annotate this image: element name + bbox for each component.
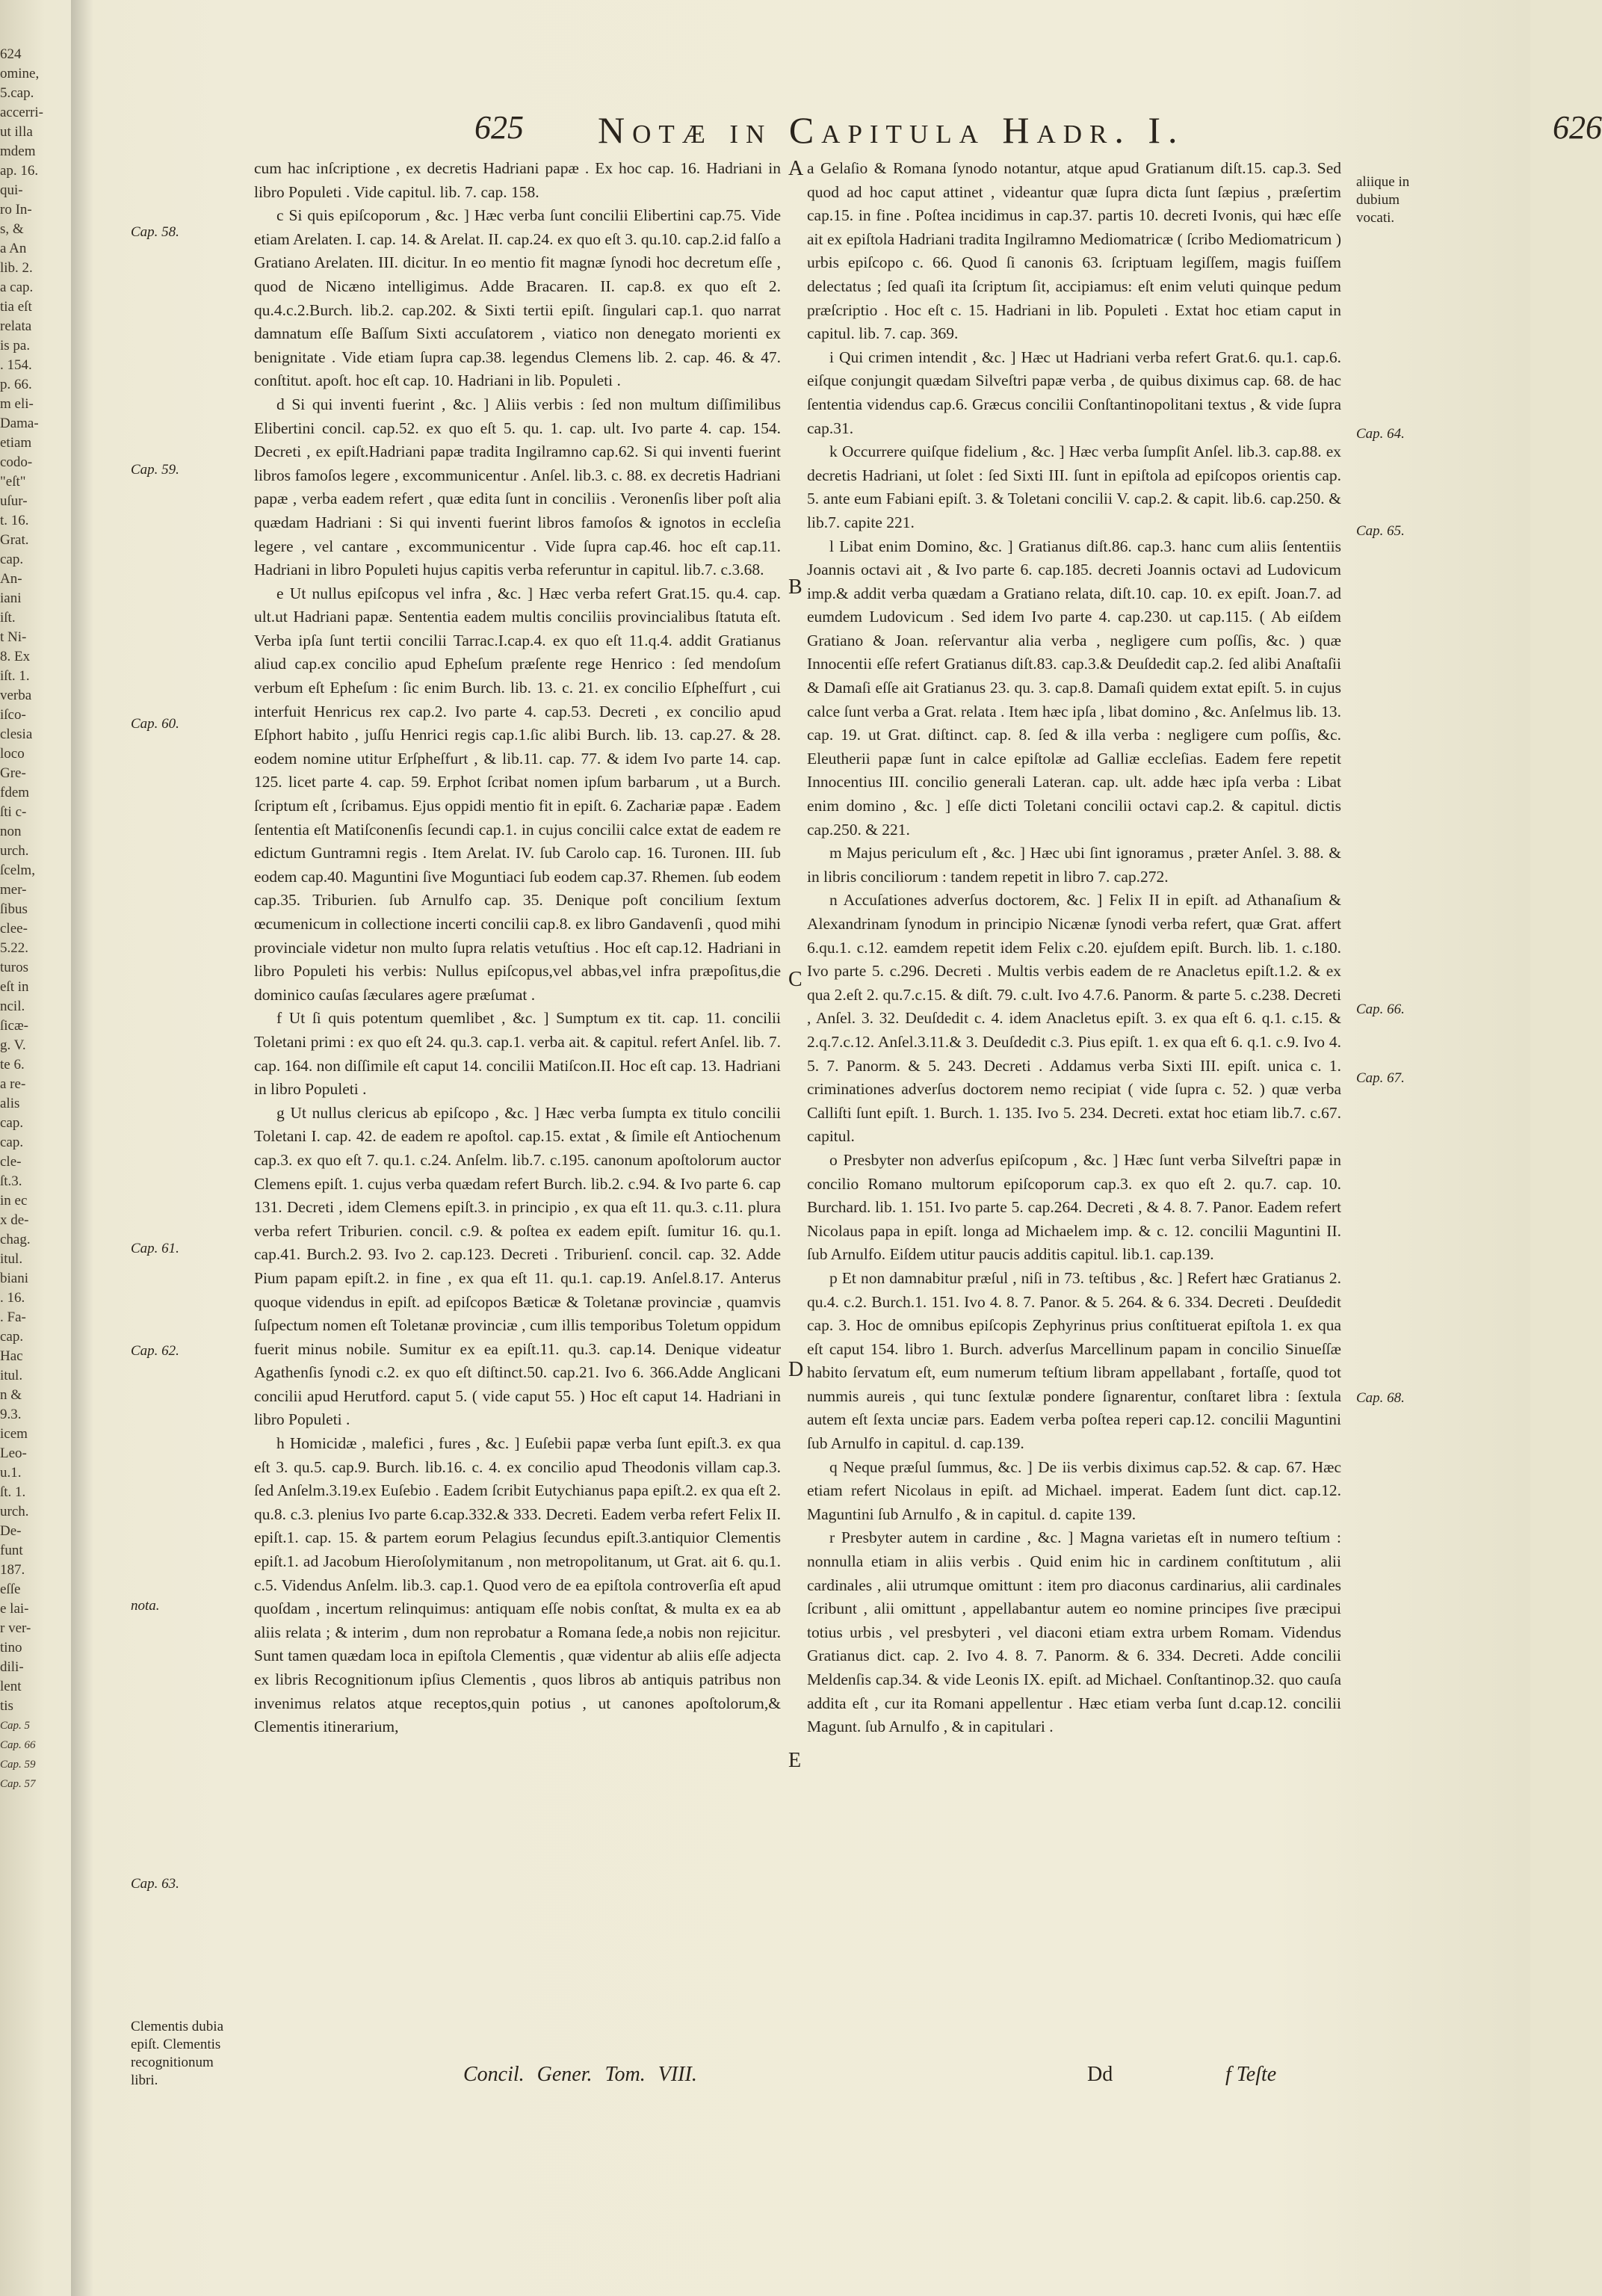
edge-fragment: iſco- [0, 707, 26, 723]
note-paragraph: o Presbyter non adverſus epiſcopum , &c. ] Hæc ſunt verba Silveſtri papæ in concilio Romano multorum epiſcoporum cap.3. ex quo eſt 2. qu.7. cap. 10. Burchard. lib. 1. 151. Ivo parte 5. cap.264. Decreti , & 4. 8. 7. Panor. Eadem refert Nicolaus papa in epiſt. longa ad Michaelem imp. & c. 12. concilii Maguntini II. ſub Arnulfo. Eiſdem utitur paucis additis capitul. lib.1. cap.139. [807, 1150, 1341, 1264]
edge-fragment: urch. [0, 1504, 29, 1519]
edge-fragment: te 6. [0, 1057, 25, 1073]
edge-fragment: ut illa [0, 124, 33, 140]
margin-note: Cap. 59. [131, 462, 179, 478]
note-paragraph: p Et non damnabitur præſul , niſi in 73. teſtibus , &c. ] Refert hæc Gratianus 2. qu.4. c.2. Burch.1. 151. Ivo 4. 8. 7. Panor. & 5. 264. & 6. 334. Decreti . Deuſdedit cap. 3. Hoc de omnibus epiſcopis Zephyrinus prius conſtituerat epiſtola 1. ex qua eſt caput 154. libro 1. Burch. adverſus Marcellinum papam in concilio Sinueſſæ habito ſervatum eſt, eum numerum teſtium libram appellabant , fortaſſe, quod tot nummis aureis , qui tunc ſextulæ pondere ſignarentur, conſtaret libra : ſextula autem eſt ſexta unciæ pars. Eadem verba poſtea reperi cap.12. concilii Maguntini ſub Arnulfo in capitul. d. cap.139. [807, 1268, 1341, 1453]
note-paragraph: m Majus periculum eſt , &c. ] Hæc ubi ſint ignoramus , præter Anſel. 3. 88. & in libris conciliorum : tandem repetit in libro 7. cap.272. [807, 844, 1341, 886]
note-paragraph: l Libat enim Domino, &c. ] Gratianus diſt.86. cap.3. hanc cum aliis ſententiis Joannis octavi ait , & Ivo parte 6. cap.185. decreti Joannis octavi ad Ludovicum imp.& addit verba quædam a Gratiano relata, diſt.10. cap. 10. ex epiſt. Joan.7. ad eumdem Ludovicum . Sed idem Ivo parte 4. cap.230. ut cap.115. ( Ab eiſdem Gratiano & Joan. reſervantur alia verba , negligere cum poſſis, &c. ) quæ Innocentii eſſe refert Gratianus diſt.83. cap.3.& Deuſdedit cap.2. ſed alibi Anaſtaſii & Damaſi eſſe ait Gratianus 23. qu. 3. cap.8. Damaſi quidem extat epiſt. 5. in cujus calce ſunt verba a Grat. relata . Item hæc ipſa , libat domino , &c. Anſelmus lib. 13. cap. 19. ut Grat. diſtinct. cap. 8. ſed & illa verba : negligere cum poſſis, &c. Eleutherii papæ ſunt in calce epiſtolæ ad Galliæ eccleſias. Eadem fere repetit Innocentius III. concilio generali Lateran. cap. ult. adde hæc ipſa verba : Libat enim domino , &c. ] eſſe dicti Toletani concilii octavi cap.2. & capitul. dictis cap.250. & 221. [807, 537, 1341, 839]
signature-mark: Dd [1087, 2063, 1113, 2086]
edge-fragment: funt [0, 1543, 23, 1558]
edge-fragment: is pa. [0, 338, 31, 354]
edge-fragment: qui- [0, 182, 23, 198]
edge-margin-ref: Cap. 59 [0, 1759, 36, 1771]
edge-fragment: mer- [0, 882, 27, 898]
edge-fragment: clee- [0, 921, 28, 936]
edge-fragment: Dama- [0, 416, 39, 431]
edge-fragment: cap. [0, 1135, 24, 1150]
edge-fragment: verba [0, 688, 32, 703]
note-paragraph: n Accuſationes adverſus doctorem, &c. ] Felix II in epiſt. ad Athanaſium & Alexandrinam ſynodum in principio Nicænæ ſynodi verba refert, quæ Grat. affert 6.qu.1. c.12. eamdem repetit idem Felix c.20. ejuſdem epiſt. Burch. lib. 1. c.180. Ivo parte 5. c.296. Decreti . Multis verbis eadem de re Anacletus epiſt.1.2. & ex qua 2.eſt 2. qu.7.c.15. & diſt. 79. c.ult. Ivo 4.7.6. Panorm. & parte 5. c.238. Decreti , Anſel. 3. 32. Deuſdedit c. 4. idem Anacletus epiſt. 3. ex qua eſt 6. q.1. c.15. & 2.q.7.c.12. Anſel.3.11.& 3. Deuſdedit c.3. Pius epiſt. 1. ex qua eſt 6. q.1. c.9. Ivo 4. 5. 7. Panorm. & 5. 243. Decreti . Addamus verba Sixti III. epiſt. unica c. 1. criminationes adverſus doctorem nemo recipiat ( vide ſupra c. 52. ) quæ verba Calliſti ſunt epiſt. 1. Burch. 1. 135. Ivo 5. 234. Decreti. extat hoc etiam lib.7. c.67. capitul. [807, 891, 1341, 1146]
edge-fragment: biani [0, 1271, 28, 1286]
edge-fragment: 8. Ex [0, 649, 31, 664]
section-letter: C [788, 968, 802, 991]
note-paragraph: i Qui crimen intendit , &c. ] Hæc ut Hadriani verba refert Grat.6. qu.1. cap.6. eiſque conjungit quædam Silveſtri papæ verba , de quibus diximus cap. 68. de hac ſententia videndus cap.6. Græcus concilii Conſtantinopolitani textus , & vide ſupra cap.31. [807, 348, 1341, 437]
note-paragraph: h Homicidæ , malefici , fures , &c. ] Euſebii papæ verba ſunt epiſt.3. ex qua eſt 3. qu.5. cap.9. Burch. lib.16. c. 4. ex concilio apud Theodonis villam cap.3. ſed Anſelm.3.19.ex Euſebio . Eadem ſcribit Eutychianus papa epiſt.2. ex qua eſt 2. qu.8. c.3. plenius Ivo parte 6.cap.332.& 333. Decreti. Eadem verba refert Felix II. epiſt.1. cap. 15. & partem eorum Pelagius ſecundus epiſt.3.antiquior Clementis epiſt.1. ad Jacobum Hieroſolymitanum , non metropolitanum, ut Grat. ait 6. qu.1. c.5. Videndus Anſelm. lib.3. cap.1. Quod vero de ea epiſtola controverſia eſt apud quoſdam , incertum relinquimus: antiquam eſſe nobis conſtat, & multa ex ea ab aliis relata ; & interim , dum non reprobatur a Romana ſede,a nobis non rejicitur. Sunt tamen quædam loca in epiſtola Clementis , quæ videntur ab aliis eſſe adjecta ex libris Recognitionum ipſius Clementis , quos libros ab antiquis patribus non invenimus relatos atque receptos,quin potius , ut canones apoſtolorum,& Clementis itinerarium, [254, 1434, 781, 1736]
edge-fragment: ſibus [0, 901, 28, 917]
edge-fragment: a re- [0, 1076, 26, 1092]
edge-fragment: iſt. [0, 610, 16, 626]
edge-fragment: omine, [0, 66, 40, 81]
edge-fragment: De- [0, 1523, 22, 1539]
margin-note: Cap. 68. [1356, 1390, 1405, 1406]
edge-fragment: non [0, 824, 22, 839]
edge-fragment: "eſt" [0, 474, 26, 490]
edge-fragment: ncil. [0, 999, 25, 1014]
margin-note: Cap. 66. [1356, 1002, 1405, 1017]
edge-fragment: t. 16. [0, 513, 29, 528]
margin-note: Cap. 60. [131, 716, 179, 732]
edge-fragment: ro In- [0, 202, 32, 217]
note-paragraph: g Ut nullus clericus ab epiſcopo , &c. ] Hæc verba ſumpta ex titulo concilii Toletani I. cap. 42. de eadem re apoſtol. cap.15. extat , & ſimile eſt Antiochenum cap.3. ex quo eſt 7. qu.1. c.24. Anſelm. lib.7. c.195. canonum apoſtolorum auctor Clemens epiſt. 1. cujus verba quædam refert Burch. lib.2. c.94. & Ivo parte 6. cap 131. Decreti , idem Clemens epiſt.3. in principio , ex qua eſt 11. qu.3. c.11. plura verba refert Triburien. concil. c.9. & poſtea ex eadem epiſt. ſumitur 16. qu.1. cap.41. Burch.2. 93. Ivo 2. cap.123. Decreti . Triburienſ. concil. cap. 32. Adde Pium papam epiſt.2. in fine , ex qua eſt 11. qu.1. cap.19. Anſel.8.17. Anterus quoque videndus in epiſt. ad epiſcopos Bæticæ & Toletanæ provinciæ , quamvis ſuſpectum nomen eſt Toletanæ provinciæ , cum illis temporibus Toletum oppidum fuerit minus nobile. Sumitur ex ea epiſt.11. qu.3. cap.14. Denique videatur Agathenſis ſynodi c.2. ex quo eſt diſtinct.50. cap.21. Ivo 6. 366.Adde Anglicani concilii apud Herutford. caput 5. ( vide caput 55. ) Hoc eſt caput 14. Hadriani in libro Populeti . [254, 1103, 781, 1429]
edge-fragment: 5.22. [0, 940, 28, 956]
right-column [807, 157, 1341, 1739]
edge-fragment: iſt. 1. [0, 668, 30, 684]
section-letter: E [788, 1749, 802, 1772]
edge-fragment: Hac [0, 1348, 23, 1364]
edge-fragment: tia eſt [0, 299, 32, 315]
margin-note: Cap. 63. [131, 1876, 179, 1892]
edge-fragment: tis [0, 1698, 13, 1714]
catchword: f Teſte [1225, 2063, 1277, 2086]
edge-fragment: a cap. [0, 280, 34, 295]
edge-fragment: turos [0, 960, 28, 975]
edge-fragment: p. 66. [0, 377, 32, 392]
edge-fragment: ſt. 1. [0, 1484, 26, 1500]
edge-margin-ref: Cap. 57 [0, 1778, 36, 1790]
edge-fragment: alis [0, 1096, 20, 1111]
edge-fragment: . 154. [0, 357, 32, 373]
note-paragraph: cum hac inſcriptione , ex decretis Hadriani papæ . Ex hoc cap. 16. Hadriani in libro Populeti . Vide capitul. lib. 7. cap. 158. [254, 159, 781, 201]
volume-footer: Concil. Gener. Tom. VIII. [463, 2063, 697, 2086]
edge-fragment: chag. [0, 1232, 31, 1247]
edge-fragment: loco [0, 746, 25, 762]
note-paragraph: f Ut ſi quis potentum quemlibet , &c. ] Sumptum ex tit. cap. 11. concilii Toletani primi : ex quo eſt 24. qu.3. cap.1. verba ait. & capitul. refert Anſel. lib. 7. cap. 164. non diſſimile eſt caput 14. concilii Matiſcon.II. Hoc eſt cap. 13. Hadriani in libro Populeti . [254, 1009, 781, 1099]
edge-fragment: icem [0, 1426, 28, 1442]
edge-fragment: in ec [0, 1193, 28, 1209]
edge-fragment: ſicæ- [0, 1018, 28, 1034]
edge-fragment: u.1. [0, 1465, 22, 1481]
edge-fragment: itul. [0, 1368, 23, 1383]
edge-fragment: etiam [0, 435, 32, 451]
previous-page-edge [0, 45, 75, 2212]
edge-fragment: tino [0, 1640, 22, 1655]
edge-fragment: 9.3. [0, 1407, 22, 1422]
edge-fragment: eſſe [0, 1581, 21, 1597]
section-letter: D [788, 1358, 804, 1381]
section-letter: B [788, 575, 802, 599]
edge-fragment: ſti c- [0, 804, 27, 820]
edge-fragment: fdem [0, 785, 30, 800]
edge-fragment: Gre- [0, 765, 26, 781]
edge-fragment: cap. [0, 1329, 24, 1345]
edge-fragment: n & [0, 1387, 22, 1403]
page-number-right: 626 [1553, 109, 1602, 146]
edge-fragment: r ver- [0, 1620, 31, 1636]
edge-fragment: lib. 2. [0, 260, 33, 276]
edge-fragment: An- [0, 571, 22, 587]
left-column [254, 157, 781, 1739]
edge-fragment: t Ni- [0, 629, 27, 645]
running-title: Notæ in Capitula Hadr. I. [598, 109, 1185, 151]
edge-fragment: cle- [0, 1154, 22, 1170]
edge-fragment: e lai- [0, 1601, 29, 1617]
note-paragraph: c Si quis epiſcoporum , &c. ] Hæc verba ſunt concilii Elibertini cap.75. Vide etiam Arelaten. I. cap. 14. & Arelat. II. cap.24. ex quo eſt 3. qu.10. cap.2.id falſo a Gratiano Arelaten. III. dicitur. In eo mentio fit magnæ ſynodi hoc decretum eſſe , quod de Nicæno intelligimus. Adde Bracaren. II. cap.8. ex quo eſt 2. qu.4.c.2.Burch. lib.2. cap.202. & Sixti tertii epiſt. ſingulari cap.1. quo narrat damnatum eſſe Baſſum Sixti accuſatorem , viatico non denegato morienti ex benignitate . Vide etiam ſupra cap.38. legendus Clemens lib. 2. cap. 46. & 47. conſtitut. apoſt. hoc eſt cap. 10. Hadriani in lib. Populeti . [254, 206, 781, 390]
edge-margin-ref: Cap. 66 [0, 1739, 36, 1751]
margin-note: Cap. 64. [1356, 426, 1405, 442]
edge-fragment: mdem [0, 144, 36, 159]
margin-note: aliique in dubium vocati. [1356, 174, 1410, 226]
note-paragraph: e Ut nullus epiſcopus vel infra , &c. ] Hæc verba refert Grat.15. qu.4. cap. ult.ut Hadriani papæ. Sententia eadem multis conciliis provincialibus ſtatuta eſt. Verba ipſa ſunt tertii concilii Tarrac.I.cap.4. ex quo eſt 11.q.4. addit Gratianus aliud cap.ex concilio apud Epheſum præſente rege Henrico : ſed mendoſum verbum eſt Epheſum : ſic enim Burch. lib. 13. c. 21. ex concilio Eſpheſfurt , cui interfuit Henricus rex cap.2. Ivo parte 4. cap.53. Decreti , ex concilio apud Eſphort habito , juſſu Henrici regis cap.1.ſic alibi Burch. lib. 13. cap.27. & 28. eodem nomine utitur Erſpheſfurt , & lib.11. cap. 77. & idem Ivo parte 14. cap. 125. licet parte 4. cap. 59. Erphot ſcribat nomen ipſum barbarum , ut a Burch. ſcriptum eſt , ſcribamus. Ejus oppidi mentio fit in epiſt. 6. Zachariæ papæ . Eadem ſententia eſt Matiſconenſis ſecundi cap.1. in cujus concilii calce extat de eadem re edictum Guntramni regis . Item Arelat. IV. ſub Carolo cap. 16. Turonen. III. ſub eodem cap.40. Maguntini ſive Moguntiaci ſub eodem cap.37. Rhemen. ſub eodem cap.35. Triburien. ſub Arnulfo cap. 35. Denique poſt concilium ſextum œcumenicum in collectione incerti concilii cap.8. ex libro Gandavenſi , quod mihi provinciale videtur non multo ſupra relatis vetuſtius . Hoc eſt cap.12. Hadriani in libro Populeti his verbis: Nullus epiſcopus,vel abbas,vel infra præpoſitus,die dominico cauſas ſæculares agere præſumat . [254, 584, 781, 1004]
page-number-left: 625 [474, 109, 524, 146]
margin-note: Cap. 61. [131, 1241, 179, 1256]
edge-fragment: cap. [0, 1115, 24, 1131]
edge-fragment: m eli- [0, 396, 34, 412]
edge-fragment: a An [0, 241, 27, 256]
note-paragraph: d Si qui inventi fuerint , &c. ] Aliis verbis : ſed non multum diſſimilibus Elibertini concil. cap.52. ex quo eſt 5. qu. 1. cap. ult. Ivo parte 4. cap. 154. Decreti , ex epiſt.Hadriani papæ tradita Ingilramno cap.62. Si qui inventi fuerint libros famoſos legere , excommunicentur . Anſel. lib.3. c. 88. ex decretis Hadriani papæ , verba eadem refert , quæ edita ſunt in conciliis . Veronenſis liber poſt alia quædam Hadriani : Si qui inventi fuerint libros famoſos & ignotos in eccleſia legere , vel cantare , excommunicentur . Vide ſupra cap.46. hoc eſt cap.11. Hadriani in libro Populeti hujus capitis verba referuntur in capitul. lib.7. c.3.68. [254, 395, 781, 579]
edge-fragment: itul. [0, 1251, 23, 1267]
edge-fragment: Leo- [0, 1445, 27, 1461]
edge-fragment: accerri- [0, 105, 43, 120]
note-paragraph: a Gelaſio & Romana ſynodo notantur, atque apud Gratianum diſt.15. cap.3. Sed quod ad hoc caput attinet , videantur quæ ſupra dicta ſunt ſæpius , præſertim cap.15. in fine . Poſtea incidimus in cap.37. partis 10. decreti Ivonis, qui hæc eſſe ait ex epiſtola Hadriani tradita Ingilramno Mediomatricæ ( ſcribo Mediomatricum ) urbis epiſcopo c. 66. Quod ſi canonis 63. ſcriptuam legiſſem, magis fuiſſem delectatus ; ſed quaſi ita ſcriptum ſit, accipiamus: eſt enim veluti quinque pedum præſcriptio . Hoc eſt c. 15. Hadriani in lib. Populeti . Extat hoc etiam caput in capitul. lib. 7. cap. 369. [807, 159, 1341, 343]
edge-fragment: iani [0, 590, 22, 606]
margin-note-clementis: Clementis dubia epiſt. Clementis recognitionum libri. [131, 2019, 224, 2088]
margin-note: Cap. 65. [1356, 523, 1405, 539]
edge-fragment: Grat. [0, 532, 29, 548]
edge-fragment: uſur- [0, 493, 28, 509]
running-head [224, 108, 1602, 161]
edge-fragment: dili- [0, 1659, 24, 1675]
edge-margin-ref: Cap. 5 [0, 1720, 31, 1732]
edge-fragment: 5.cap. [0, 85, 34, 101]
edge-fragment: relata [0, 318, 32, 334]
edge-fragment: lent [0, 1679, 22, 1694]
margin-note: Cap. 58. [131, 224, 179, 240]
edge-fragment: ſt.3. [0, 1173, 22, 1189]
edge-fragment: 624 [0, 46, 22, 62]
margin-note: Cap. 67. [1356, 1070, 1405, 1086]
margin-note: nota. [131, 1598, 160, 1614]
edge-fragment: x de- [0, 1212, 29, 1228]
edge-fragment: ſcelm, [0, 862, 35, 878]
edge-fragment: . 16. [0, 1290, 25, 1306]
edge-fragment: s, & [0, 221, 24, 237]
margin-note: Cap. 62. [131, 1343, 179, 1359]
edge-fragment: codo- [0, 454, 33, 470]
edge-fragment: ap. 16. [0, 163, 39, 179]
note-paragraph: k Occurrere quiſque fidelium , &c. ] Hæc verba ſumpſit Anſel. lib.3. cap.88. ex decretis Hadriani, ut ſolet : ſed Sixti III. ſunt in epiſtola ad epiſcopos orientis cap. 5. ante eum Fabiani epiſt. 3. & Toletani concilii V. cap.2. & capit. lib.6. cap.250. & lib.7. capite 221. [807, 442, 1341, 531]
note-paragraph: r Presbyter autem in cardine , &c. ] Magna varietas eſt in numero teſtium : nonnulla etiam in aliis verbis . Quid enim hic in cardinem conſtitutum , alii cardinales , alii utrumque omittunt : item pro diaconus cardinarius, alii cardinales ſcribunt , alii omittunt , appellabantur autem eo nomine principes ſive præcipui totius urbis , vel presbyteri , vel diaconi etiam extra urbem Romam. Videndus Gratianus dict. cap. 2. Ivo 4. 8. 7. Panorm. & 6. 334. Decreti. Adde concilii Meldenſis cap.34. & vide Leonis IX. epiſt. ad Michael. Conſtantinop.32. quo cauſa addita eſt , cur ita Romani appellentur . Hæc etiam verba ſunt d.cap.12. concilii Magunt. ſub Arnulfo , & in capitulari . [807, 1528, 1341, 1736]
edge-fragment: cap. [0, 552, 24, 567]
section-letter: A [788, 157, 804, 180]
edge-fragment: . Fa- [0, 1309, 26, 1325]
edge-fragment: 187. [0, 1562, 25, 1578]
edge-fragment: clesia [0, 726, 33, 742]
edge-fragment: eſt in [0, 979, 29, 995]
note-paragraph: q Neque præſul ſummus, &c. ] De iis verbis diximus cap.52. & cap. 67. Hæc etiam refert Nicolaus in epiſt. ad Michael. imperat. Eadem ſunt dict. cap.12. Maguntini ſub Arnulfo , & in capitul. d. capite 139. [807, 1457, 1341, 1523]
edge-fragment: urch. [0, 843, 29, 859]
edge-fragment: g. V. [0, 1037, 26, 1053]
